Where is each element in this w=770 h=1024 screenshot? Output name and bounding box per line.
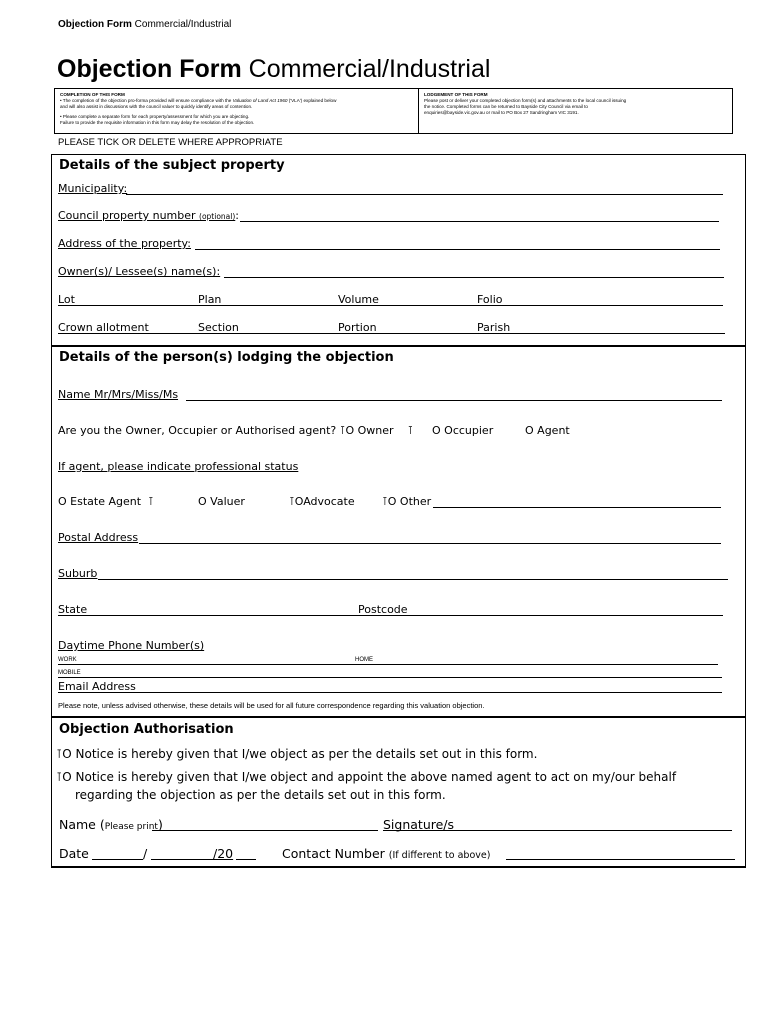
name-field[interactable] bbox=[186, 400, 722, 401]
signature-label: Signature/s bbox=[383, 817, 455, 832]
address-label: Address of the property: bbox=[58, 237, 191, 250]
valuer-label: Valuer bbox=[210, 495, 245, 508]
volume-label: Volume bbox=[338, 293, 379, 306]
completion-line1-end: ('VLA') explained below bbox=[287, 98, 337, 103]
print-name-text: Name ( bbox=[59, 817, 105, 832]
advocate-label: Advocate bbox=[303, 495, 355, 508]
lodgement-line2: the notice. Completed forms can be returned to Bayside City Council via email to bbox=[424, 104, 588, 109]
parish-label: Parish bbox=[477, 321, 511, 334]
subject-property-section bbox=[51, 154, 746, 346]
date-separator: / bbox=[143, 846, 148, 861]
owner-option-label: Owner bbox=[357, 424, 394, 437]
notice1-radio[interactable]: O bbox=[62, 747, 72, 761]
running-header-bold: Objection Form bbox=[58, 19, 132, 30]
owners-field[interactable] bbox=[224, 277, 724, 278]
date-month-field[interactable] bbox=[151, 859, 213, 860]
suburb-label: Suburb bbox=[58, 567, 98, 580]
date-day-field[interactable] bbox=[92, 859, 143, 860]
address-field[interactable] bbox=[195, 249, 720, 250]
advocate-option[interactable] bbox=[289, 495, 355, 508]
owner-radio[interactable]: O bbox=[345, 424, 355, 437]
plan-label: Plan bbox=[198, 293, 222, 306]
agent-radio[interactable]: O bbox=[525, 424, 534, 437]
role-question-text: Are you the Owner, Occupier or Authorised agent? bbox=[58, 424, 340, 437]
estate-agent-radio[interactable]: O bbox=[58, 495, 67, 508]
council-number-field[interactable] bbox=[240, 221, 719, 222]
contact-number-label bbox=[282, 846, 490, 861]
occupier-option[interactable] bbox=[432, 424, 493, 437]
notice1-text: Notice is hereby given that I/we object as per the details set out in this form. bbox=[75, 747, 538, 761]
mobile-phone-label: MOBILE bbox=[58, 670, 81, 676]
council-number-colon: : bbox=[235, 209, 239, 222]
occupier-radio[interactable]: O bbox=[432, 424, 441, 437]
signature-field[interactable] bbox=[383, 830, 732, 831]
notice-option-2[interactable] bbox=[56, 770, 676, 784]
completion-line4: Failure to provide the requisite information in this form may delay the resolution of the objection. bbox=[60, 120, 255, 125]
crown-allotment-label: Crown allotment bbox=[58, 321, 149, 334]
running-header bbox=[58, 19, 231, 30]
contact-number-text: Contact Number bbox=[282, 846, 389, 861]
estate-agent-option[interactable] bbox=[58, 495, 154, 508]
completion-line1: • The completion of the objection pro-forma provided will ensure compliance with the bbox=[60, 98, 233, 103]
postal-address-field[interactable] bbox=[139, 543, 721, 544]
municipality-label: Municipality: bbox=[58, 182, 128, 195]
postcode-label: Postcode bbox=[358, 603, 408, 616]
email-field[interactable] bbox=[58, 692, 722, 693]
notice2-text: Notice is hereby given that I/we object and appoint the above named agent to act on my/our behalf bbox=[75, 770, 677, 784]
completion-line3: • Please complete a separate form for each property/assessment for which you are objecting. bbox=[60, 114, 250, 119]
other-field[interactable] bbox=[433, 507, 721, 508]
crown-section-portion-parish-field[interactable] bbox=[58, 333, 725, 334]
info-box-divider bbox=[418, 89, 419, 133]
municipality-field[interactable] bbox=[126, 194, 723, 195]
section-label: Section bbox=[198, 321, 239, 334]
state-label: State bbox=[58, 603, 88, 616]
other-label: Other bbox=[399, 495, 432, 508]
completion-heading: COMPLETION OF THIS FORM bbox=[60, 92, 125, 97]
portion-label: Portion bbox=[338, 321, 377, 334]
role-question bbox=[58, 424, 413, 437]
name-label: Name Mr/Mrs/Miss/Ms bbox=[58, 388, 179, 401]
notice2-tick: ⊺ bbox=[56, 770, 63, 784]
lot-label: Lot bbox=[58, 293, 75, 306]
agent-option-label: Agent bbox=[537, 424, 570, 437]
lot-plan-volume-folio-field[interactable] bbox=[58, 305, 723, 306]
estate-agent-tick: ⊺ bbox=[148, 495, 154, 508]
lodging-person-section bbox=[51, 345, 746, 717]
please-print-note: Please print bbox=[104, 822, 158, 832]
completion-block bbox=[60, 92, 414, 126]
valuer-option[interactable] bbox=[198, 495, 245, 508]
advocate-radio[interactable]: O bbox=[294, 495, 304, 508]
mobile-phone-field[interactable] bbox=[58, 677, 722, 678]
agent-status-label: If agent, please indicate professional status bbox=[58, 460, 299, 473]
page-title-rest: Commercial/Industrial bbox=[241, 55, 491, 83]
council-number-label bbox=[58, 209, 239, 222]
subject-property-title: Details of the subject property bbox=[59, 158, 285, 173]
completion-act: Valuation of Land Act 1960 bbox=[232, 98, 288, 103]
other-radio[interactable]: O bbox=[387, 495, 397, 508]
lodgement-block bbox=[424, 92, 729, 116]
occupier-option-label: Occupier bbox=[444, 424, 494, 437]
other-tick: ⊺ bbox=[382, 495, 388, 508]
notice2-radio[interactable]: O bbox=[62, 770, 72, 784]
info-box bbox=[54, 88, 733, 134]
date-year-field[interactable] bbox=[236, 859, 256, 860]
suburb-field[interactable] bbox=[98, 579, 728, 580]
page-title-bold: Objection Form bbox=[57, 55, 242, 83]
work-phone-label: WORK bbox=[58, 657, 77, 663]
contact-different-note: (If different to above) bbox=[388, 850, 491, 861]
completion-line2: and will also assist in discussions with the council valuer to quickly identify areas of contention. bbox=[60, 104, 253, 109]
advocate-tick: ⊺ bbox=[289, 495, 295, 508]
phone-label: Daytime Phone Number(s) bbox=[58, 639, 205, 652]
page-title bbox=[57, 55, 490, 84]
please-tick-instruction: PLEASE TICK OR DELETE WHERE APPROPRIATE bbox=[58, 137, 283, 148]
optional-note: (optional) bbox=[199, 212, 236, 221]
date-year-prefix: /20 bbox=[213, 846, 234, 861]
postal-address-label: Postal Address bbox=[58, 531, 139, 544]
correspondence-note: Please note, unless advised otherwise, these details will be used for all future correspondence regarding this valuation objection. bbox=[58, 701, 485, 710]
email-label: Email Address bbox=[58, 680, 136, 693]
state-postcode-field[interactable] bbox=[58, 615, 723, 616]
council-number-text: Council property number bbox=[58, 209, 200, 222]
lodgement-line1: Please post or deliver your completed objection form(s) and attachments to the local council issuing bbox=[424, 98, 627, 103]
notice2-text-continued: regarding the objection as per the details set out in this form. bbox=[75, 788, 446, 802]
estate-agent-label: Estate Agent bbox=[70, 495, 142, 508]
folio-label: Folio bbox=[477, 293, 503, 306]
contact-number-field[interactable] bbox=[506, 859, 735, 860]
owner-tick-mark: ⊺ bbox=[339, 424, 346, 437]
work-home-phone-field[interactable] bbox=[58, 664, 718, 665]
authorisation-section bbox=[51, 716, 746, 868]
owners-label: Owner(s)/ Lessee(s) name(s): bbox=[58, 265, 221, 278]
authorisation-title: Objection Authorisation bbox=[59, 722, 234, 737]
lodging-person-title: Details of the person(s) lodging the objection bbox=[59, 350, 394, 365]
print-name-label bbox=[59, 817, 163, 832]
other-option[interactable] bbox=[382, 495, 431, 508]
agent-option[interactable] bbox=[525, 424, 570, 437]
notice1-tick: ⊺ bbox=[56, 747, 63, 761]
valuer-radio[interactable]: O bbox=[198, 495, 207, 508]
print-name-field[interactable] bbox=[152, 830, 378, 831]
running-header-rest: Commercial/Industrial bbox=[131, 19, 232, 30]
home-phone-label: HOME bbox=[355, 657, 373, 663]
print-name-close: ) bbox=[157, 817, 163, 832]
date-label: Date bbox=[59, 846, 89, 861]
lodgement-line3: enquiries@bayside.vic.gov.au or mail to PO Box 27 Sandringham VIC 3191. bbox=[424, 110, 579, 115]
occupier-tick-mark: ⊺ bbox=[407, 424, 414, 437]
notice-option-1[interactable] bbox=[56, 747, 537, 761]
lodgement-heading: LODGEMENT OF THIS FORM bbox=[424, 92, 488, 97]
